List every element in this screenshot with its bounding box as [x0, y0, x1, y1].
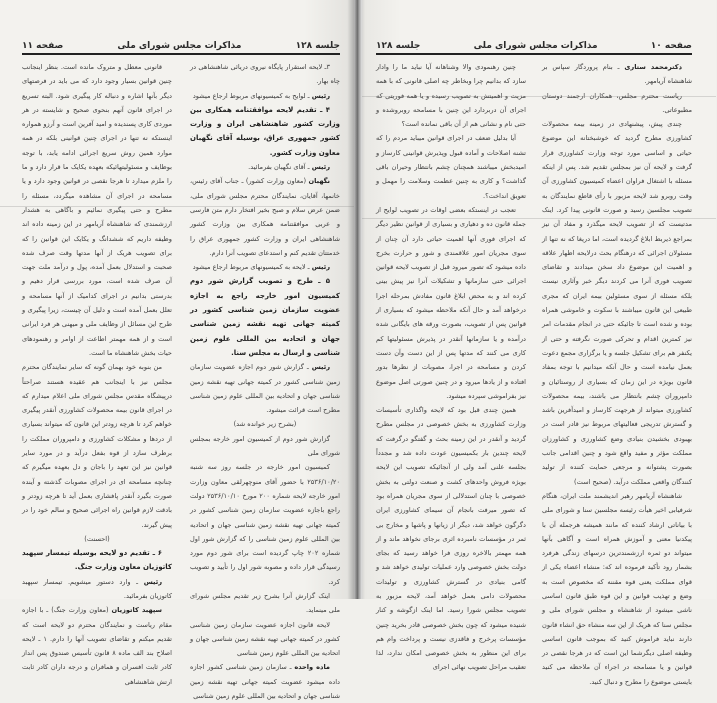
paragraph: ماده واحده ـ سازمان زمین شناسی کشور اجازه داده میشود عضویت کمیته جهانی تهیه نقشه زمین شناسی جهان و اتحادیه بین المللی علوم زمین شناسی [190, 663, 340, 701]
agenda-item-heading: ۵ ـ طرح و تصویب گزارش شور دوم کمیسیون امور خارجه راجع به اجازه عضویت سازمان زمین شناسی کشور در کمیته جهانی تهیه نقشه زمین شناسی جهان و اتحادیه بین المللی علوم زمین شناسی و ارسال به مجلس سنا. [190, 277, 340, 357]
session-label: جلسه ۱۲۸ [376, 41, 421, 51]
session-label: جلسه ۱۲۸ [295, 41, 340, 51]
speaker-name: سپهبد کاتوزیان [111, 606, 162, 615]
paragraph: گزارش شور دوم از کمیسیون امور خارجه بمجلس شورای ملی [190, 434, 340, 458]
paragraph: کمیسیون امور خارجه در جلسه روز سه شنبه ۲۵۳۶/۱۰/۲۰ با حضور آقای منوچهرلقی معاون وزارت امور خارجه لایحه شماره ۲۰۰ مورخ ۲۵۳۶/۱۰/۱۰ دولت راجع باجازه عضویت سازمان زمین شناسی کشور در کمیته جهانی تهیه نقشه زمین شناسی جهان و اتحادیه بین المللی علوم زمین شناسی را که گزارش شور اول شماره ۲۰۲ چاپ گردیده است برای شور دوم مورد رسیدگی قرار داده و مصوبه شور اول را تأیید و تصویب کرد. [190, 463, 341, 586]
paragraph: چندی پیش، پیشنهادی در زمینه بیمه محصولات کشاورزی مطرح گردید که خوشبختانه این موضوع حیاتی و اساسی مورد توجه وزارت کشاورزی قرار گرفت و لایحه آن نیز بمجلس تقدیم شد. پس از اینکه مسئله با اشتغال فراوان اعضاء کمیسیون کشاورزی آن وقت روبرو شد لایحه مزبور با رأی قاطع نمایندگان به تصویب مجلسین رسید و صورت قانونی پیدا کرد. اینک مدتیست که از تصویب لایحه میگذرد و مفاد آن نیز بمراجع ذیربط ابلاغ گردیده است، اما دریغا که نه تنها از مسئولان اجرائی که درهنگام بحث درلایحه اظهار علاقه و اهمیت این موضوع داد سخن میدادند و تقاضای تصویب فوری آنرا می کردند دیگر خبر وآثاری نیست بلکه مسئله از سوی مسئولین بیمه ایران که مجری طبیعی این قانون میباشند با سکوت و خاموشی همراه بوده و شده است تا جائیکه حتی در انجام مقدمات امر نیز کمترین اقدام و تحرکی صورت نگرفته و حتی از یکنفر هم برای تشکیل جلسه و یا برگزاری مجمع دعوت بعمل نیامده است و حال آنکه میدانیم با توجه بمفاد قانون بویژه در این زمان که بسیاری از روستائیان و دامپروران چشم بانتظار می باشند، بیمه محصولات کشاورزی میتواند از هرجهت کارساز و امیدآفرین باشد و گسترش تدریجی فعالیتهای مربوط نیز قادر است در بهبودی بخشیدن بنیادی وضع کشاورزی و کشاورزان مملکت مؤثر و مفید واقع شود و چنین اقدامی جانب بصورت پشتوانه و مرجعی حمایت کننده از تولید کنندگان واقعی مملکت درآید. (صحیح است) [542, 120, 692, 486]
stage-note: (احسنت) [84, 534, 110, 543]
paragraph: تعجب در اینستکه بعضی اوقات در تصویب لوایح از جمله قانون ده و دهیاری و بسیاری از قوانین نظیر دیگر که اجرای فوری آنها اهمیت حیاتی دارد آن چنان از سوی مجریان امور علاقمندی و شور و حرارت بخرج داده میشود که تصور میرود قبل از تصویب لایحه قوانین اجرائی حتی سازمانها و تشکیلات آنرا نیز پیش بینی کرده اند و به محض ابلاغ قانون مفادش بمرحله اجرا درخواهد آمد و حال آنکه ملاحظه میشود که بسیاری از قوانین پس از تصویب، بصورت ورقه های بایگانی شده درآمده و یا سازمانها آنقدر در پذیرش مسئولیتها کم کاری می کنند که مدتها پس از این دست وآن دست کردن و مسامحه در اجرا، مصوبات از نظرها بدور افتاده و از یادها میرود و در چنین صورتی اصل موضوع نیز بفراموشی سپرده میشود. [376, 205, 526, 400]
speaker-name: رئیس [311, 363, 330, 372]
left-page-header [22, 37, 340, 51]
paragraph: سپهبد کاتوزیان (معاون وزارت جنگ) ـ با اجازه مقام ریاست و نمایندگان محترم دو لایحه است که تقدیم میکنم و تقاضای تصویب آنها را دارم. ۱ ـ لایحه اصلاح بند الف ماده ۸ قانون تأسیس صندوق پس انداز کادر ثابت افسران و همافران و درجه داران کادر ثابت ارتش شاهنشاهی [22, 606, 172, 686]
paragraph: نگهبان (معاون وزارت کشور) ـ جناب آقای رئیس، خانمها، آقایان، نمایندگان محترم مجلس شورای ملی، ضمن عرض سلام و صبح بخیر افتخار دارم متن فارسی و عربی موافقتنامه همکاری بین وزارت کشور شاهنشاهی ایران و وزارت کشور جمهوری عراق را خدمتتان تقدیم کنم و استدعای تصویب آنرا دارم. [190, 177, 340, 257]
paragraph: شاهنشاه آریامهر رهبر اندیشمند ملت ایران، هنگام شرفیابی اخیر هیأت رئیسه مجلسین سنا و شورای ملی با بیاناتی ارشاد کننده که مانند همیشه هرجمله آن با پیکدنیا معنی و آموزش همراه است و آگاهی بآنها میتواند دو ثمره ارزشمندترین درسهای زندگی هرفرد بشمار رود تأکید فرموده اند که: منشاء اعضاء یکی از قوای مملکت یعنی قوه مقننه که مخصوص است به وضع و تهذیب قوانین و این قوه طبق قانون اساسی ناشی میشود از شاهنشاه و مجلس شورای ملی و مجلس سنا که هریک از این سه منشاء حق انشاء قانون دارند نباید فراموش کنید که بموجب قانون اساسی وظیفه اصلی دیگرشما این است که در هرجا نقصی در قوانین و یا مسامحه در اجراء آن ملاحظه می کنید بایستی موضوع را مطرح و دنبال کنید. [542, 491, 692, 686]
header-title: مذاکرات مجلس شورای ملی [473, 41, 598, 51]
right-page-left-column [376, 60, 526, 675]
paragraph: دکترمحمد ستاری ـ بنام پروردگار سپاس بر شاهنشاه آریامهر. [542, 63, 692, 86]
paragraph: رئیس ـ آقای نگهبان بفرمائید. [248, 163, 330, 172]
scan-fold-line [358, 96, 716, 97]
speaker-name: رئیس [311, 163, 330, 172]
paragraph: چنین رهنمودی والا وشناهانه آیا نباید ما را وادار سازد که بدانیم چرا وبخاطر چه اصلی قانونی که با همه مزیت و اهمیتش به تصویب رسیده و یا همه فوریتی که اجرای آن دربردارد این چنین با مسامحه روبروشده و حتی نام و نشانی هم از آن باقی نمانده است؟ [376, 63, 526, 129]
agenda-item-heading: ۴ ـ تقدیم لایحه موافقتنامه همکاری بین وزارت کشور شاهنشاهی ایران و وزارت کشور جمهوری عراق، بوسیله آقای نگهبان معاون وزارت کشور. [190, 105, 340, 157]
paragraph: لایحه قانون اجازه عضویت سازمان زمین شناسی کشور در کمیته جهانی تهیه نقشه زمین شناسی جهان و اتحادیه بین المللی علوم زمین شناسی [190, 620, 340, 658]
paragraph: همین چندی قبل بود که لایحه واگذاری تأسیسات وزارت کشاورزی به بخش خصوصی در مجلس مطرح گردید و آنقدر در این زمینه بحث و گفتگو درگرفت که لایحه چندین بار بکمیسیون عودت داده شد و مجدداً بجلسه علنی آمد ولی از آنجائیکه تصویب این لایحه بویژه فروش واحدهای کشت و صنعت دولتی به بخش خصوصی با چنان استدلالی از سوی مجریان همراه بود که تصور میرفت بانجام آن سیمای کشاورزی ایران دگرگون خواهد شد، دیگر از زیانها و پاشها و مخارج بی ثمر در مؤسسات نامبرده اثری برجای نخواهد ماند و از همه مهمتر بالاخره روزی فرا خواهد رسید که بجای دولت بخش خصوصی وارد عملیات تولیدی خواهد شد و گامی بنیادی در گسترش کشاورزی و تولیدات محصولات دامی بعمل خواهد آمد، لایحه مزبور به تصویب مجلس شورا رسید. اما اینک ازگوشه و کنار شنیده میشود که چون بخش خصوصی قادر بخرید چنین مؤسسات پرخرج و فاقدزی نیست و پرداخت وام هم برای این منظور به بخش خصوصی امکان ندارد، لذا تعقیب مراحل تصویب نهائی اجرای [376, 406, 526, 672]
paragraph: رئیس ـ لوایح به کمیسیونهای مربوط ارجاع میشود [192, 91, 330, 100]
speaker-name: نگهبان [308, 177, 330, 186]
paragraph: ۳ـ لایحه استقرار پایگاه نیروی دریائی شاهنشاهی در چاه بهار. [190, 63, 340, 86]
header-rule [376, 53, 692, 55]
paragraph: رئیس ـ گزارش شور دوم اجازه عضویت سازمان زمین شناسی کشور در کمیته جهانی تهیه نقشه زمین شناسی جهان و اتحادیه بین المللی علوم زمین شناسی مطرح است قرائت میشود. [190, 363, 340, 415]
paragraph: من بنوبه خود بهمان گونه که سایر نمایندگان محترم مجلس نیز با اینجانب هم عقیده هستند صراحتاً درپیشگاه مقدس مجلس شورای ملی اعلام میدارم که در اجرای قانون بیمه محصولات کشاورزی آنقدر پیگیری خواهم کرد تا هرچه زودتر این قانون که میتواند بسیاری از دردها و مشکلات کشاورزی و دامپروران مملکت را برطرف سازد از قوه بفعل درآید و در مورد سایر قوانین نیز این تعهد را باجان و دل بعهده میگیرم که چنانچه مسامحه ای در اجرای مصوبات گذشته و آینده صورت بگیرد آنقدر پافشاری بعمل آید تا هرچه زودتر و بادقت لازم قوانین راه اجرائی صحیح و سالم خود را در پیش گیرند. [22, 363, 172, 529]
left-page-right-column [190, 60, 340, 703]
left-page [0, 0, 358, 701]
speaker-name: رئیس [143, 577, 162, 586]
right-page-header [376, 37, 692, 51]
page-number: صفحه ۱۰ [650, 41, 692, 51]
paragraph: رئیس ـ وارد دستور میشویم. تیمسار سپهبد کاتوزیان بفرمائید. [22, 577, 172, 600]
page-number: صفحه ۱۱ [22, 41, 64, 51]
book-spine [354, 0, 362, 599]
speaker-name: رئیس [311, 91, 330, 100]
left-page-left-column [22, 60, 172, 689]
paragraph: رئیس ـ لایحه به کمیسیونهای مربوط ارجاع میشود [192, 263, 330, 272]
paragraph: قانونی معطل و متروک مانده است. بنظر اینجانب چنین قوانین بسیار وجود دارد که می باید در فرصتهای دیگر بآنها اشاره و دنباله کار پیگیری شود. البته تسریع در اجرای قانون آنهم بنحوی صحیح و شایسته در هر موردی کاری پسندیده و امید آفرین است و آرزو همواره اینستکه نه تنها در اجرای چنین قوانینی بلکه در همه موارد همین روش سریع اجرائی ادامه یابد، با توجه بوظایف و مسئولیتهائیکه بعهده یکایک ما قرار دارد و ما را ملزم میدارد تا هرجا نقصی در قوانین وجود دارد و یا مسامحه در اجرای آن مشاهده میگردد، مسئله را مطرح و حتی پیگیری نمائیم و باگاهی به هشدار ارزشمندی که شاهنشاه آریامهر در این زمینه داده اند وظیفه داریم که ششدانگ و یکایک این قوانین را که برای تصویب هریک از آنها مدتها وقت صرف شده صحبت و استدلال بعمل آمده، پول و درآمد ملت جهت آن صرف شده است، مورد بررسی قرار دهیم و بدرستی بدانیم در اجرای کدامیک از آنها مسامحه و تعلل بعمل آمده است و دلیل آن چیست، زیرا پیگیری و طرح این مسائل از وظایف ملی و میهنی هر فرد ایرانی است و از همه مهمتر اطاعت از اوامر و رهنمودهای حیات بخش شاهنشاه ما است. [22, 63, 172, 357]
header-title: مذاکرات مجلس شورای ملی [117, 41, 242, 51]
right-page-right-column [542, 60, 692, 689]
speaker-name: دکترمحمد ستاری [624, 63, 682, 71]
scan-fold-line [358, 218, 716, 219]
scan-fold-line [0, 206, 355, 207]
paragraph: آیا بدلیل ضعف در اجرای قوانین میباید مردم را که تشنه اصلاحات و آماده قبول وپذیرش قوانینی کارساز و امیدبخش میباشند همچنان چشم بانتظار وحیران باقی گذاشت؟ و کاری به چنین عظمت وسلامت را مهمل و تعویق انداخت؟. [376, 134, 526, 200]
speaker-name: رئیس [311, 263, 330, 272]
paragraph: ریاست محترم مجلس، همکاران ارجمند دوستان مطبوعاتی. [542, 91, 692, 114]
stage-note: (بشرح زیر خوانده شد) [233, 420, 297, 429]
header-rule [22, 53, 340, 55]
right-page [358, 0, 716, 686]
article-label: ماده واحده [294, 663, 331, 672]
paragraph: اینک گزارش آنرا بشرح زیر تقدیم مجلس شورای ملی مینماید. [190, 591, 340, 615]
agenda-item-heading: ۶ ـ تقدیم دو لایحه بوسیله تیمسار سپهبد کاتوزیان معاون وزارت جنگ. [22, 549, 172, 572]
